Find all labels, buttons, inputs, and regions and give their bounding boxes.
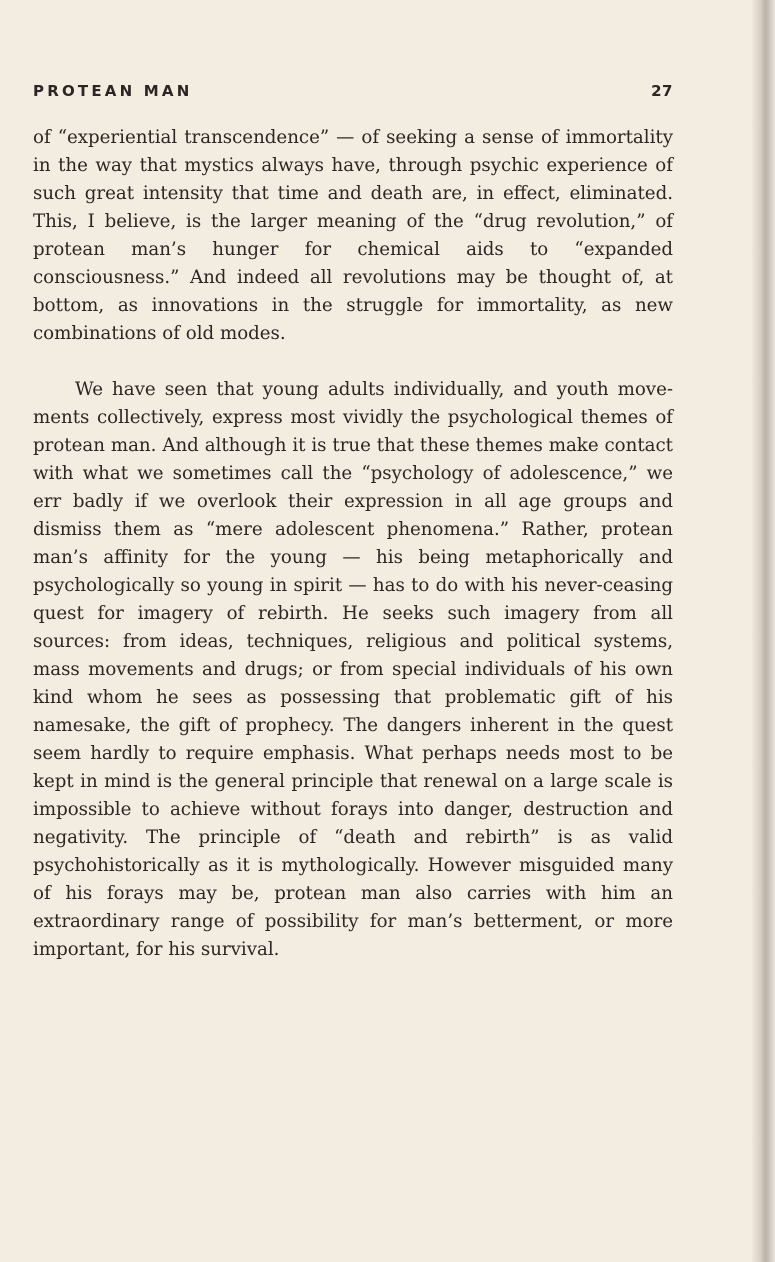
running-head: [33, 82, 673, 106]
page-edge-shadow: [752, 0, 775, 1262]
paragraph-continued: of “experiential transcendence” — of seeking a sense of immortality in the way that mystics always have, through psychic experience of such great intensity that time and death are, in effect, eliminated. This, I believe, is the larger meaning of the “drug revolution,” of protean man’s hunger for chemical aids to “expanded consciousness.” And indeed all revolutions may be thought of, at bottom, as innovations in the struggle for immortality, as new combinations of old modes.: [33, 127, 673, 344]
body-text: [33, 124, 673, 964]
page-number: 27: [651, 82, 673, 100]
paragraph: We have seen that young adults individually, and youth movements collectively, express most vividly the psychological themes of protean man. And although it is true that these themes make contact with what we sometimes call the “psychology of adolescence,” we err badly if we overlook their expression in all age groups and dismiss them as “mere adolescent phenomena.” Rather, protean man’s affinity for the young — his being metaphorically and psychologically so young in spirit — has to do with his never-ceasing quest for imagery of rebirth. He seeks such imagery from all sources: from ideas, techniques, religious and political systems, mass movements and drugs; or from special individuals of his own kind whom he sees as possessing that problematic gift of his namesake, the gift of prophecy. The dangers inherent in the quest seem hardly to require emphasis. What perhaps needs most to be kept in mind is the general principle that renewal on a large scale is impossible to achieve without forays into danger, destruction and negativity. The principle of “death and rebirth” is as valid psychohistorically as it is mythologically. However misguided many of his forays may be, protean man also carries with him an extraordinary range of possibility for man’s betterment, or more important, for his survival.: [33, 379, 673, 960]
running-title: PROTEAN MAN: [33, 82, 193, 100]
